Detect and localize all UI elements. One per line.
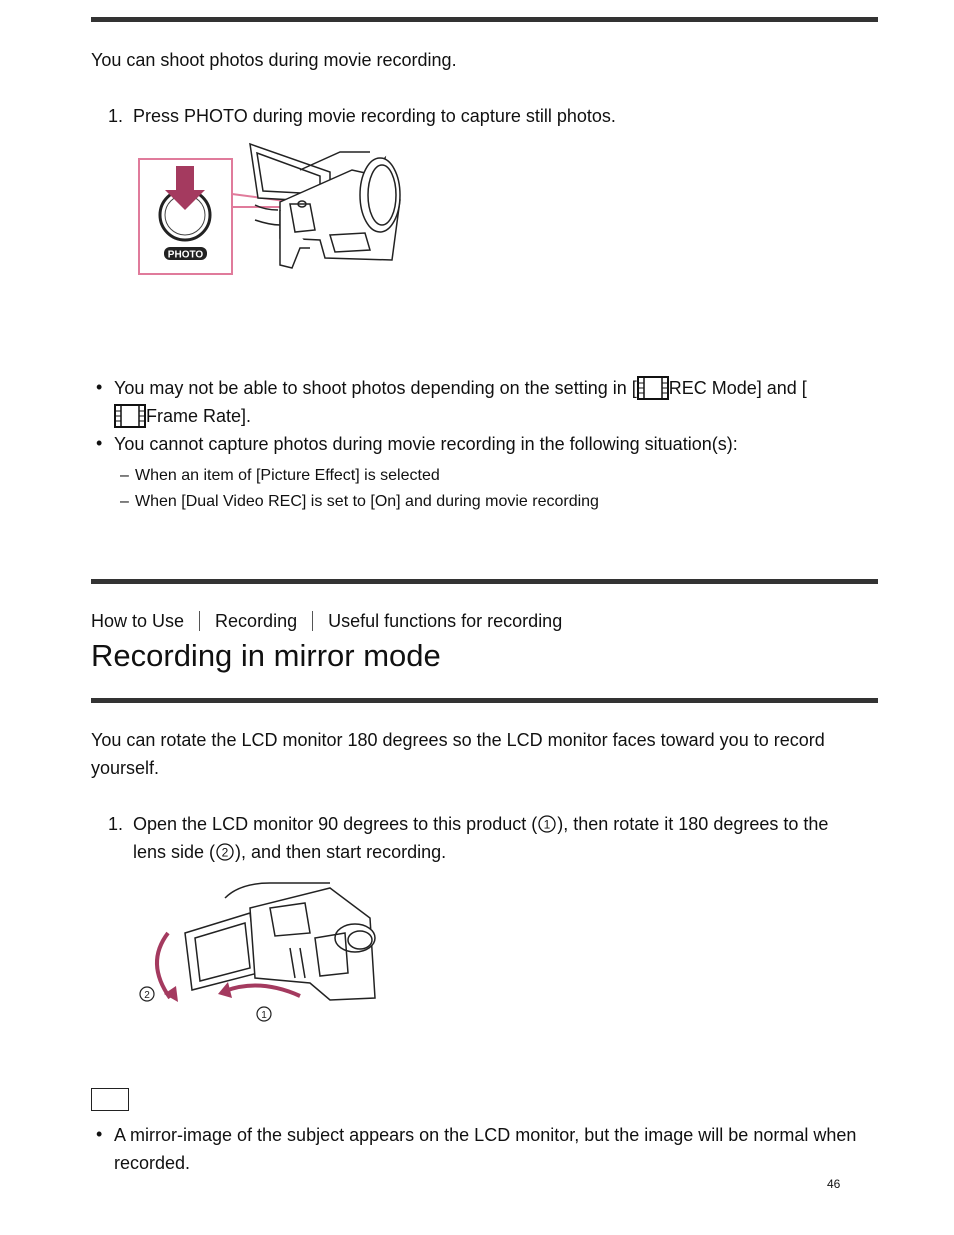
step-number: 1. xyxy=(108,106,124,126)
mirror-mode-illustration xyxy=(130,878,390,1028)
marker-two: 2 xyxy=(144,990,150,1001)
step-text-d: ), and then start recording. xyxy=(235,842,447,862)
breadcrumb-item-how-to-use[interactable]: How to Use xyxy=(91,611,185,631)
movie-film-icon xyxy=(114,404,146,428)
marker-one: 1 xyxy=(261,1010,267,1021)
note-1-text-b: REC Mode] and [ xyxy=(668,378,807,398)
circled-one-icon xyxy=(537,814,557,834)
note-2: You cannot capture photos during movie recording in the following situation(s): xyxy=(114,434,738,454)
breadcrumb-item-recording[interactable]: Recording xyxy=(215,611,298,631)
note-1 xyxy=(114,374,874,402)
movie-film-icon xyxy=(637,376,669,400)
svg-text:1: 1 xyxy=(543,817,551,832)
breadcrumb xyxy=(91,607,562,635)
step-text-c: lens side ( xyxy=(133,842,216,862)
sub-note-2: When [Dual Video REC] is set to [On] and during movie recording xyxy=(135,493,599,510)
step-text: Press PHOTO during movie recording to capture still photos. xyxy=(133,106,616,126)
breadcrumb-separator xyxy=(199,611,200,631)
sub-note-1: When an item of [Picture Effect] is selected xyxy=(135,467,440,484)
hint-box xyxy=(91,1088,129,1111)
note-1-text-c: Frame Rate]. xyxy=(146,406,252,426)
bullet-dot: • xyxy=(96,377,103,397)
top-rule xyxy=(91,17,878,22)
sub-dash: – xyxy=(120,467,129,484)
section-rule xyxy=(91,579,878,584)
page-title: Recording in mirror mode xyxy=(91,638,441,673)
step-number: 1. xyxy=(108,814,124,834)
note-1-text-a: You may not be able to shoot photos depending on the setting in [ xyxy=(114,378,637,398)
step-text-b: ), then rotate it 180 degrees to the xyxy=(557,814,829,834)
step-text-a: Open the LCD monitor 90 degrees to this product ( xyxy=(133,814,538,834)
bullet-dot: • xyxy=(96,1124,103,1144)
photo-button-illustration xyxy=(130,140,410,280)
breadcrumb-item-useful-functions[interactable]: Useful functions for recording xyxy=(328,611,563,631)
page-number: 46 xyxy=(827,1177,841,1191)
step-text xyxy=(133,810,873,838)
hint-text: A mirror-image of the subject appears on the LCD monitor, but the image will be normal when recorded. xyxy=(114,1125,857,1173)
intro-text: You can shoot photos during movie recording. xyxy=(91,50,457,70)
circled-two-icon xyxy=(215,842,235,862)
sub-dash: – xyxy=(120,493,129,510)
breadcrumb-separator xyxy=(312,611,313,631)
bullet-dot: • xyxy=(96,433,103,453)
step-text-line2 xyxy=(133,838,446,866)
section2-intro: You can rotate the LCD monitor 180 degrees so the LCD monitor faces toward you to record yourself. xyxy=(91,730,825,778)
photo-label: PHOTO xyxy=(167,249,204,261)
title-rule xyxy=(91,698,878,703)
svg-text:2: 2 xyxy=(221,845,229,860)
note-1-cont xyxy=(114,402,251,430)
